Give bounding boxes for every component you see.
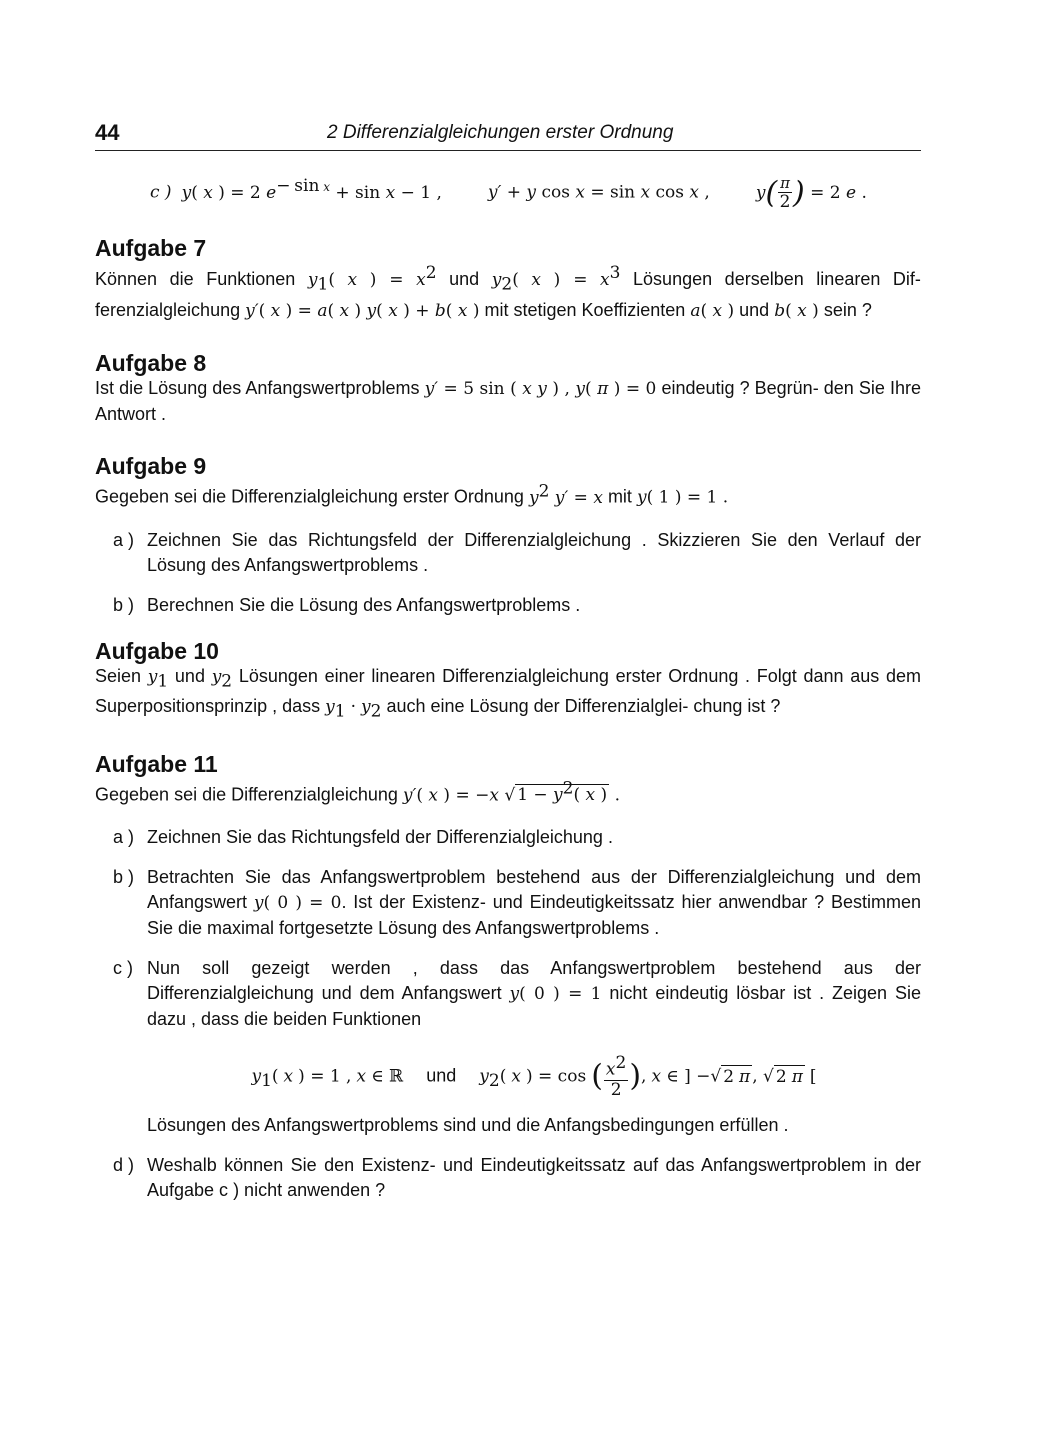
aufgabe-9-item-a: a ) Zeichnen Sie das Richtungsfeld der Differenzialgleichung . Skizzieren Sie den Verlauf der Lösung des Anfangswertproblems .	[113, 529, 921, 575]
aufgabe-8-title: Aufgabe 8	[95, 349, 207, 376]
aufgabe-11-item-b: b ) Betrachten Sie das Anfangswertproblem bestehend aus der Differenzialgleichung und dem Anfangswert y( 0 ) = 0. Ist der Existenz- und Eindeutigkeitssatz hier anwendbar ? Bestimmen Sie die maximal fortgesetzte Lösung des Anfangswertproblems .	[113, 867, 921, 939]
aufgabe-7-title: Aufgabe 7	[95, 235, 207, 262]
running-title: 2 Differenzialgleichungen erster Ordnung	[327, 122, 674, 143]
page	[95, 118, 921, 1203]
aufgabe-7-text: Können die Funktionen $y_1$( x ) = $x^2$ und $y_2$( x ) = $x^3$ Lösungen derselben linearen Dif- ferenzialgleichung y′( x ) = a( x ) y( x ) + b( x ) mit stetigen Koeffizienten a( x ) und b( x ) sein ?	[95, 263, 921, 321]
aufgabe-11-item-d: d ) Weshalb können Sie den Existenz- und Eindeutigkeitssatz auf das Anfangswertproblem in der Aufgabe c ) nicht anwenden ?	[113, 1155, 921, 1201]
aufgabe-11-title: Aufgabe 11	[95, 750, 218, 777]
formula-solution: y( x ) = 2 $e^{- sin x} + \sin x - 1$ ,	[181, 176, 442, 203]
aufgabe-8-text: Ist die Lösung des Anfangswertproblems y′ = 5 sin ( x y ) , y( π ) = 0 eindeutig ? Begrün- den Sie Ihre Antwort .	[95, 377, 921, 424]
aufgabe-11-text: Gegeben sei die Differenzialgleichung y′( x ) = −x √ $1 - y^2$( x ) .	[95, 778, 620, 806]
exercise-item-c-formula	[150, 171, 921, 211]
item-label: c )	[150, 182, 172, 203]
formula-initial: y( $\frac{\pi}{2}$ ) = 2 e .	[755, 174, 867, 212]
aufgabe-9-text: Gegeben sei die Differenzialgleichung erster Ordnung $y^2$ y′ = x mit y( 1 ) = 1 .	[95, 480, 729, 508]
aufgabe-11-item-c: c ) Nun soll gezeigt werden , dass das Anfangswertproblem bestehend aus der Differenzialgleichung und dem Anfangswert y( 0 ) = 1 nicht eindeutig lösbar ist . Zeigen Sie dazu , dass die beiden Funktionen $y_1$( x ) = 1 , x ∈ ℝ und $y_2$( x ) = cos ( $\frac{x^2}{2}$ ), x ∈ ] −√ 2 π , √ 2 π [ Lösungen des Anfangswertproblems sind und die Anfangsbedingungen erfüllen .	[113, 958, 921, 1136]
running-header	[95, 118, 921, 151]
page-number: 44	[95, 120, 120, 145]
aufgabe-10-text: Seien $y_1$ und $y_2$ Lösungen einer linearen Differenzialgleichung erster Ordnung . Folgt dann aus dem Superpositionsprinzip , dass $y_1 \cdot y_2$ auch eine Lösung der Differenzialglei- chung ist ?	[95, 665, 921, 722]
aufgabe-11-item-a: a ) Zeichnen Sie das Richtungsfeld der Differenzialgleichung .	[113, 827, 613, 848]
formula-ode: y′ + y cos x = sin x cos x ,	[487, 182, 710, 203]
aufgabe-11-display-formula: $y_1$( x ) = 1 , x ∈ ℝ und $y_2$( x ) = cos ( $\frac{x^2}{2}$ ), x ∈ ] −√ 2 π , √ 2 π [	[251, 1053, 817, 1100]
aufgabe-10-title: Aufgabe 10	[95, 637, 219, 664]
aufgabe-9-title: Aufgabe 9	[95, 452, 207, 479]
aufgabe-9-item-b: b ) Berechnen Sie die Lösung des Anfangswertproblems .	[113, 594, 581, 615]
